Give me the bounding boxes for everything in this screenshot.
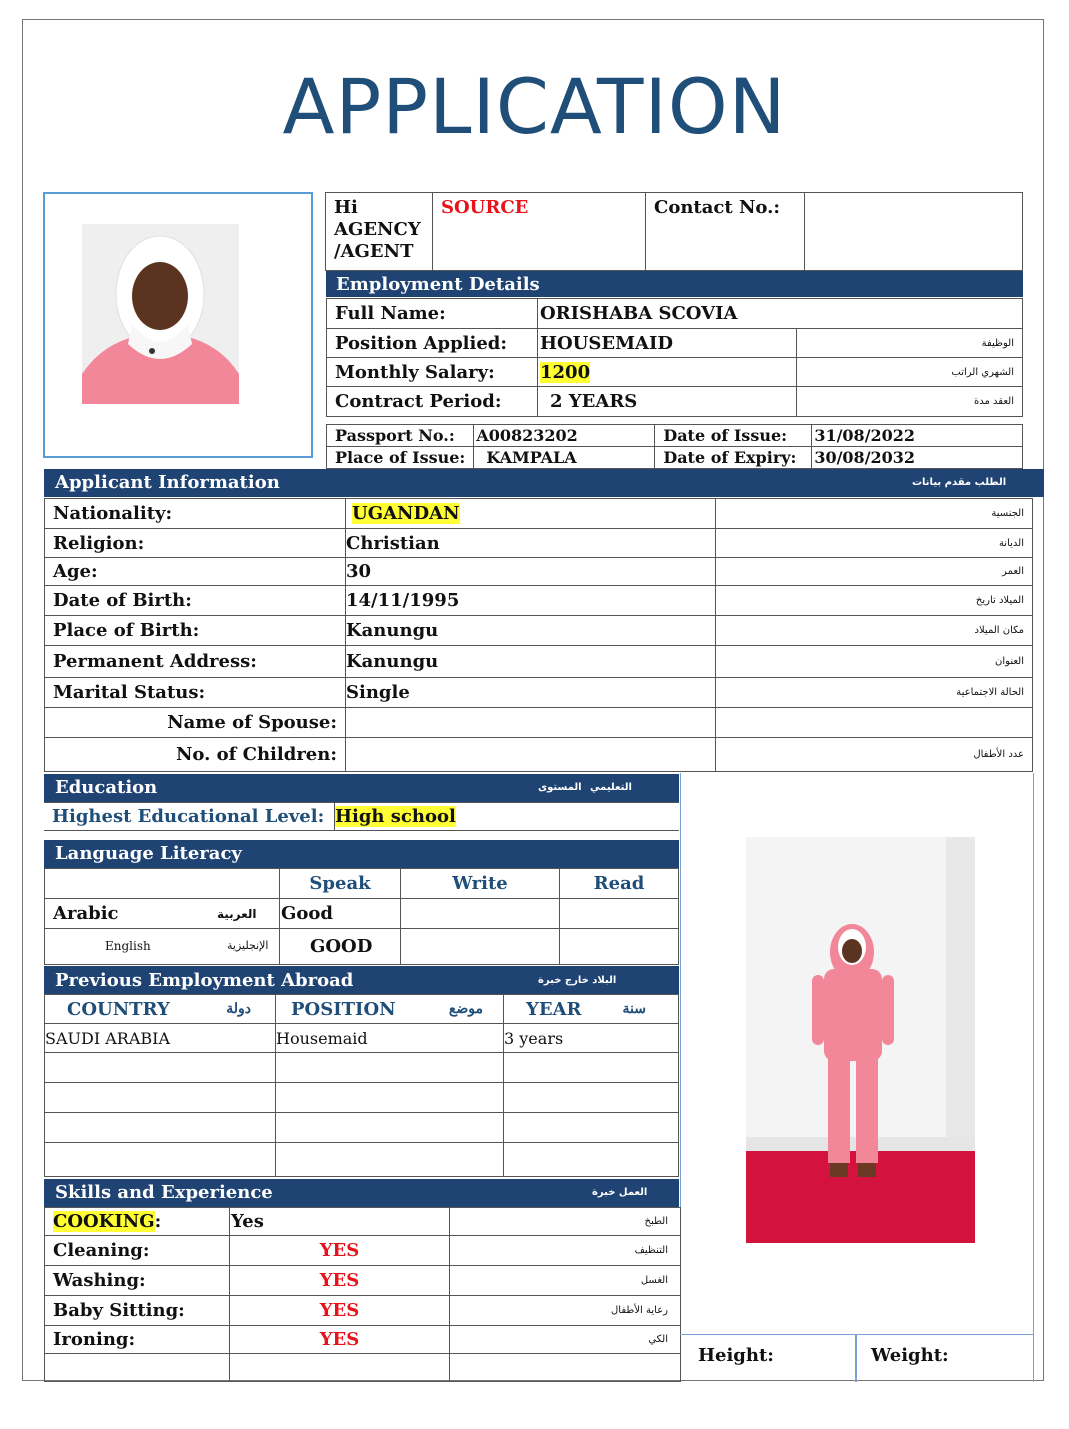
nationality-value: UGANDAN <box>352 503 460 524</box>
page-title: APPLICATION <box>282 62 787 151</box>
emp-label: Contract Period: <box>327 387 538 417</box>
education-header-title: Education <box>55 777 158 798</box>
agency-label: Hi AGENCY /AGENT <box>326 193 433 271</box>
prev-cell: 3 years <box>504 1024 679 1053</box>
col-year: YEAR <box>526 998 582 1020</box>
lang-corner <box>45 869 280 899</box>
skill-label: Washing: <box>45 1266 230 1296</box>
expiry-label: Date of Expiry: <box>655 447 812 469</box>
issue-date-value: 31/08/2022 <box>812 425 1023 447</box>
lang-name: English <box>105 939 151 953</box>
col-country-ar: دولة <box>226 1001 251 1017</box>
lang-write[interactable] <box>401 899 560 929</box>
app-arabic: الديانة <box>716 529 1033 558</box>
col-position-ar: موضع <box>448 1001 483 1017</box>
agency-source: SOURCE <box>433 193 646 271</box>
app-arabic: العنوان <box>716 646 1033 678</box>
lang-arabic: الإنجليزية <box>227 939 269 952</box>
expiry-value: 30/08/2032 <box>812 447 1023 469</box>
app-label: Name of Spouse: <box>45 708 346 738</box>
skills-header <box>44 1179 679 1207</box>
skill-arabic: الكي <box>450 1326 681 1354</box>
prev-cell[interactable] <box>504 1113 679 1143</box>
prev-cell: Housemaid <box>276 1024 504 1053</box>
app-value: Christian <box>346 529 716 558</box>
education-header-arabic: التعليمي <box>590 782 632 793</box>
lang-read[interactable] <box>560 929 679 965</box>
skill-label: Cleaning: <box>45 1236 230 1266</box>
education-header-arabic: المستوى <box>538 782 582 793</box>
skill-empty <box>45 1354 230 1382</box>
applicant-header-title: Applicant Information <box>55 472 280 493</box>
contact-label: Contact No.: <box>646 193 805 271</box>
skill-arabic: الغسل <box>450 1266 681 1296</box>
app-label: Nationality: <box>45 499 346 529</box>
app-arabic: الجنسية <box>716 499 1033 529</box>
emp-arabic: العقد مدة <box>797 387 1023 417</box>
app-value: Kanungu <box>346 616 716 646</box>
app-label: No. of Children: <box>45 738 346 772</box>
salary-value: 1200 <box>540 361 591 383</box>
emp-arabic: الشهري الراتب <box>797 358 1023 387</box>
education-header <box>44 774 679 802</box>
app-label: Marital Status: <box>45 678 346 708</box>
prev-cell[interactable] <box>45 1113 276 1143</box>
lang-read[interactable] <box>560 899 679 929</box>
app-arabic <box>716 708 1033 738</box>
applicant-header-arabic: الطلب مقدم بيانات <box>912 477 1007 488</box>
app-arabic: عدد الأطفال <box>716 738 1033 772</box>
prev-cell[interactable] <box>276 1143 504 1177</box>
lang-speak: Good <box>280 899 401 929</box>
app-label: Permanent Address: <box>45 646 346 678</box>
skill-value: Yes <box>230 1208 450 1236</box>
app-label: Religion: <box>45 529 346 558</box>
measure-row <box>680 1334 1034 1381</box>
emp-value: ORISHABA SCOVIA <box>538 299 1023 329</box>
col-position: POSITION <box>291 998 396 1020</box>
prev-cell[interactable] <box>45 1143 276 1177</box>
applicant-header <box>44 469 1044 497</box>
employment-header: Employment Details <box>326 271 1023 297</box>
children-value[interactable] <box>346 738 716 772</box>
col-country: COUNTRY <box>67 998 170 1020</box>
skills-header-title: Skills and Experience <box>55 1182 273 1203</box>
skill-value: YES <box>230 1236 450 1266</box>
app-value: Kanungu <box>346 646 716 678</box>
spouse-value[interactable] <box>346 708 716 738</box>
skill-label: COOKING <box>53 1211 155 1232</box>
app-value: 30 <box>346 558 716 586</box>
applicant-table <box>44 498 1033 772</box>
prev-cell[interactable] <box>276 1053 504 1083</box>
emp-value: HOUSEMAID <box>538 329 797 358</box>
skills-header-arabic: العمل خبرة <box>592 1187 648 1198</box>
prev-cell[interactable] <box>45 1053 276 1083</box>
emp-label: Position Applied: <box>327 329 538 358</box>
app-arabic: الحالة الاجتماعية <box>716 678 1033 708</box>
issue-date-label: Date of Issue: <box>655 425 812 447</box>
language-table <box>44 868 679 965</box>
skill-empty <box>450 1354 681 1382</box>
previous-table <box>44 994 679 1177</box>
skills-table: COOKING: Yes الطبخ Cleaning: YES التنظيف Washing: YES الغسل Baby Sitting: YES رعاية الأطفال Ironing: YES الكي <box>44 1207 681 1382</box>
weight-field[interactable]: Weight: <box>871 1345 949 1366</box>
prev-cell[interactable] <box>276 1113 504 1143</box>
education-value: High school <box>335 806 456 827</box>
col-read: Read <box>560 869 679 899</box>
prev-cell: SAUDI ARABIA <box>45 1024 276 1053</box>
agency-table <box>325 192 1023 271</box>
employment-table <box>326 298 1023 417</box>
height-field[interactable]: Height: <box>680 1335 857 1382</box>
passport-label: Passport No.: <box>327 425 474 447</box>
lang-name: Arabic <box>53 903 119 924</box>
skill-arabic: التنظيف <box>450 1236 681 1266</box>
previous-header-title: Previous Employment Abroad <box>55 970 354 991</box>
previous-header-arabic: البلاد خارج خبرة <box>538 975 617 986</box>
app-arabic: الميلاد تاريخ <box>716 586 1033 616</box>
education-label: Highest Educational Level: <box>44 803 335 831</box>
prev-cell[interactable] <box>504 1053 679 1083</box>
passport-value: A00823202 <box>474 425 655 447</box>
app-label: Place of Birth: <box>45 616 346 646</box>
lang-write[interactable] <box>401 929 560 965</box>
prev-cell[interactable] <box>276 1083 504 1113</box>
passport-table <box>326 424 1023 469</box>
fullbody-photo <box>746 837 975 1243</box>
col-speak: Speak <box>280 869 401 899</box>
app-value: Single <box>346 678 716 708</box>
app-arabic: العمر <box>716 558 1033 586</box>
headshot-photo <box>82 224 239 404</box>
app-label: Date of Birth: <box>45 586 346 616</box>
education-table <box>44 802 679 831</box>
skill-value: YES <box>230 1266 450 1296</box>
col-write: Write <box>401 869 560 899</box>
skill-value: YES <box>230 1326 450 1354</box>
skill-arabic: الطبخ <box>450 1208 681 1236</box>
prev-cell[interactable] <box>504 1143 679 1177</box>
previous-header <box>44 966 679 994</box>
contact-value[interactable] <box>805 193 1023 271</box>
app-label: Age: <box>45 558 346 586</box>
lang-speak: GOOD <box>280 929 401 965</box>
emp-label: Full Name: <box>327 299 538 329</box>
emp-value: 2 YEARS <box>538 387 797 417</box>
emp-label: Monthly Salary: <box>327 358 538 387</box>
prev-cell[interactable] <box>45 1083 276 1113</box>
skill-label: Baby Sitting: <box>45 1296 230 1326</box>
col-year-ar: سنة <box>622 1001 646 1017</box>
app-arabic: مكان الميلاد <box>716 616 1033 646</box>
skill-empty <box>230 1354 450 1382</box>
skill-value: YES <box>230 1296 450 1326</box>
skill-label: Ironing: <box>45 1326 230 1354</box>
emp-arabic: الوظيفة <box>797 329 1023 358</box>
lang-arabic: العربية <box>217 907 257 921</box>
prev-cell[interactable] <box>504 1083 679 1113</box>
language-header: Language Literacy <box>44 840 679 868</box>
skill-arabic: رعاية الأطفال <box>450 1296 681 1326</box>
app-value: 14/11/1995 <box>346 586 716 616</box>
place-issue-label: Place of Issue: <box>327 447 474 469</box>
place-issue-value: KAMPALA <box>474 447 655 469</box>
